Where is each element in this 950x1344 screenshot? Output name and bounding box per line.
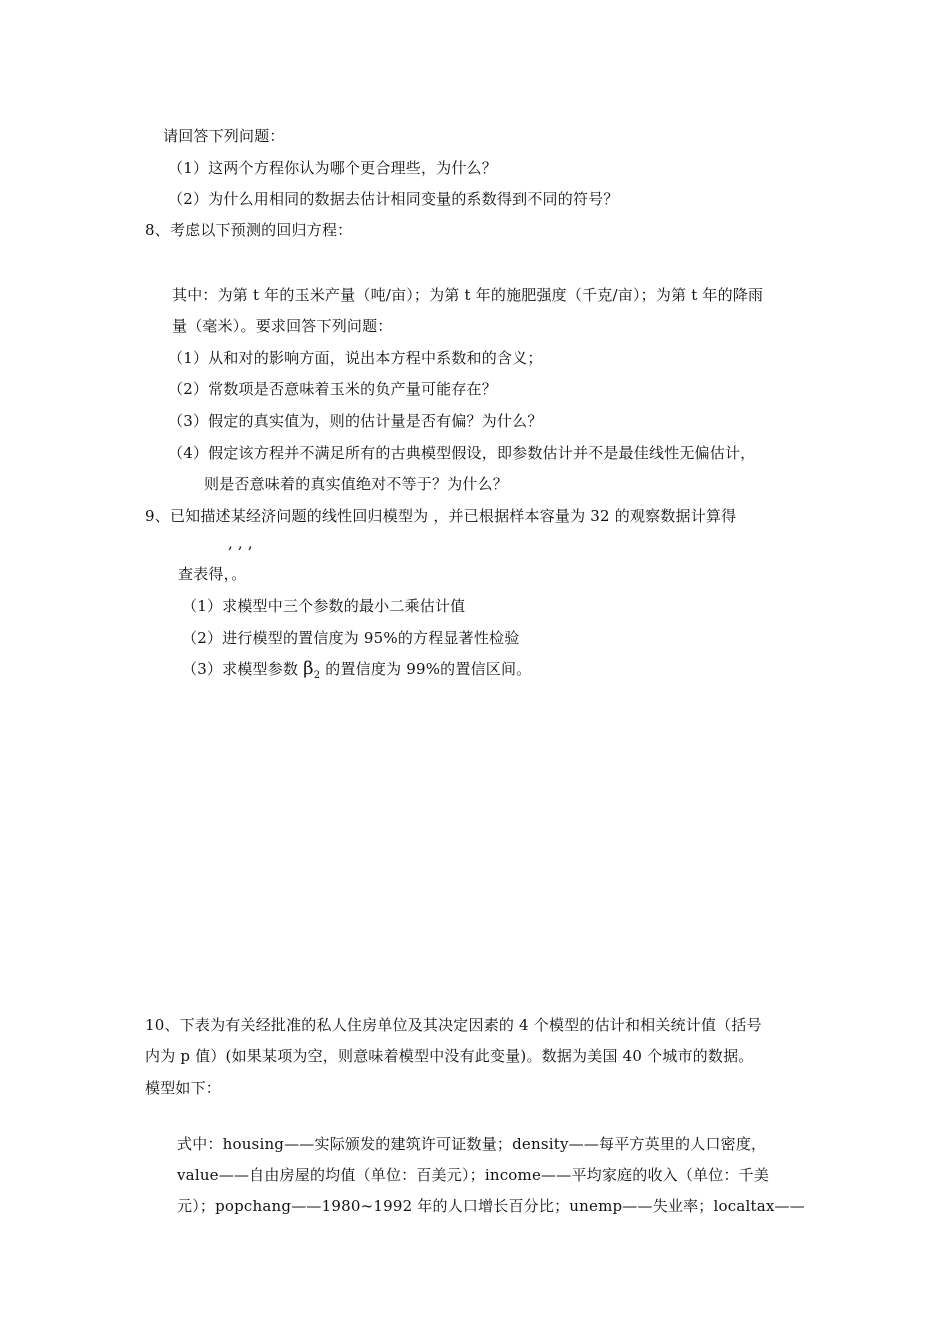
q9-title: 9、已知描述某经济问题的线性回归模型为 ，并已根据样本容量为 32 的观察数据计算得 xyxy=(145,507,737,525)
q8-title: 8、考虑以下预测的回归方程： xyxy=(145,221,353,239)
q7-item-2: （2）为什么用相同的数据去估计相同变量的系数得到不同的符号？ xyxy=(168,190,619,208)
q10-line-2: 内为 p 值）(如果某项为空，则意味着模型中没有此变量)。数据为美国 40 个城市的数据。 xyxy=(145,1047,754,1065)
q10-def-line-1: 式中：housing——实际颁发的建筑许可证数量；density——每平方英里的人口密度， xyxy=(177,1135,767,1153)
q10-def-line-2: value——自由房屋的均值（单位：百美元）；income——平均家庭的收入（单位：千美 xyxy=(177,1166,770,1184)
q9-item-3-suffix: 的置信度为 99%的置信区间。 xyxy=(320,660,532,678)
q9-item-3 xyxy=(182,659,531,686)
q10-line-3: 模型如下： xyxy=(145,1079,222,1097)
q7-item-1: （1）这两个方程你认为哪个更合理些，为什么？ xyxy=(168,159,497,177)
q9-lookup: 查表得，。 xyxy=(178,565,247,583)
q8-item-4-cont: 则是否意味着的真实值绝对不等于？为什么？ xyxy=(204,475,509,493)
q10-def-line-3: 元）；popchang——1980~1992 年的人口增长百分比；unemp——失业率；localtax—— xyxy=(177,1197,805,1215)
q9-item-3-prefix: （3）求模型参数 xyxy=(182,660,304,678)
q8-where-line-2: 量（毫米）。要求回答下列问题： xyxy=(172,317,393,335)
beta-symbol: β xyxy=(303,658,314,679)
q8-item-2: （2）常数项是否意味着玉米的负产量可能存在？ xyxy=(168,380,497,398)
q9-item-2: （2）进行模型的置信度为 95%的方程显著性检验 xyxy=(182,629,520,647)
beta-subscript: 2 xyxy=(313,670,321,681)
q8-where-line-1: 其中：为第 t 年的玉米产量（吨/亩）；为第 t 年的施肥强度（千克/亩）；为第 t 年的降雨 xyxy=(172,286,764,304)
q8-item-3: （3）假定的真实值为，则的估计量是否有偏？为什么？ xyxy=(168,412,543,430)
q10-line-1: 10、下表为有关经批准的私人住房单位及其决定因素的 4 个模型的估计和相关统计值（括号 xyxy=(145,1016,762,1034)
q7-intro: 请回答下列问题： xyxy=(163,127,285,145)
q8-item-1: （1）从和对的影响方面，说出本方程中系数和的含义； xyxy=(168,349,543,367)
q9-commas: , , , xyxy=(228,534,253,552)
q8-item-4: （4）假定该方程并不满足所有的古典模型假设，即参数估计并不是最佳线性无偏估计， xyxy=(168,444,756,462)
q9-item-1: （1）求模型中三个参数的最小二乘估计值 xyxy=(182,597,466,615)
